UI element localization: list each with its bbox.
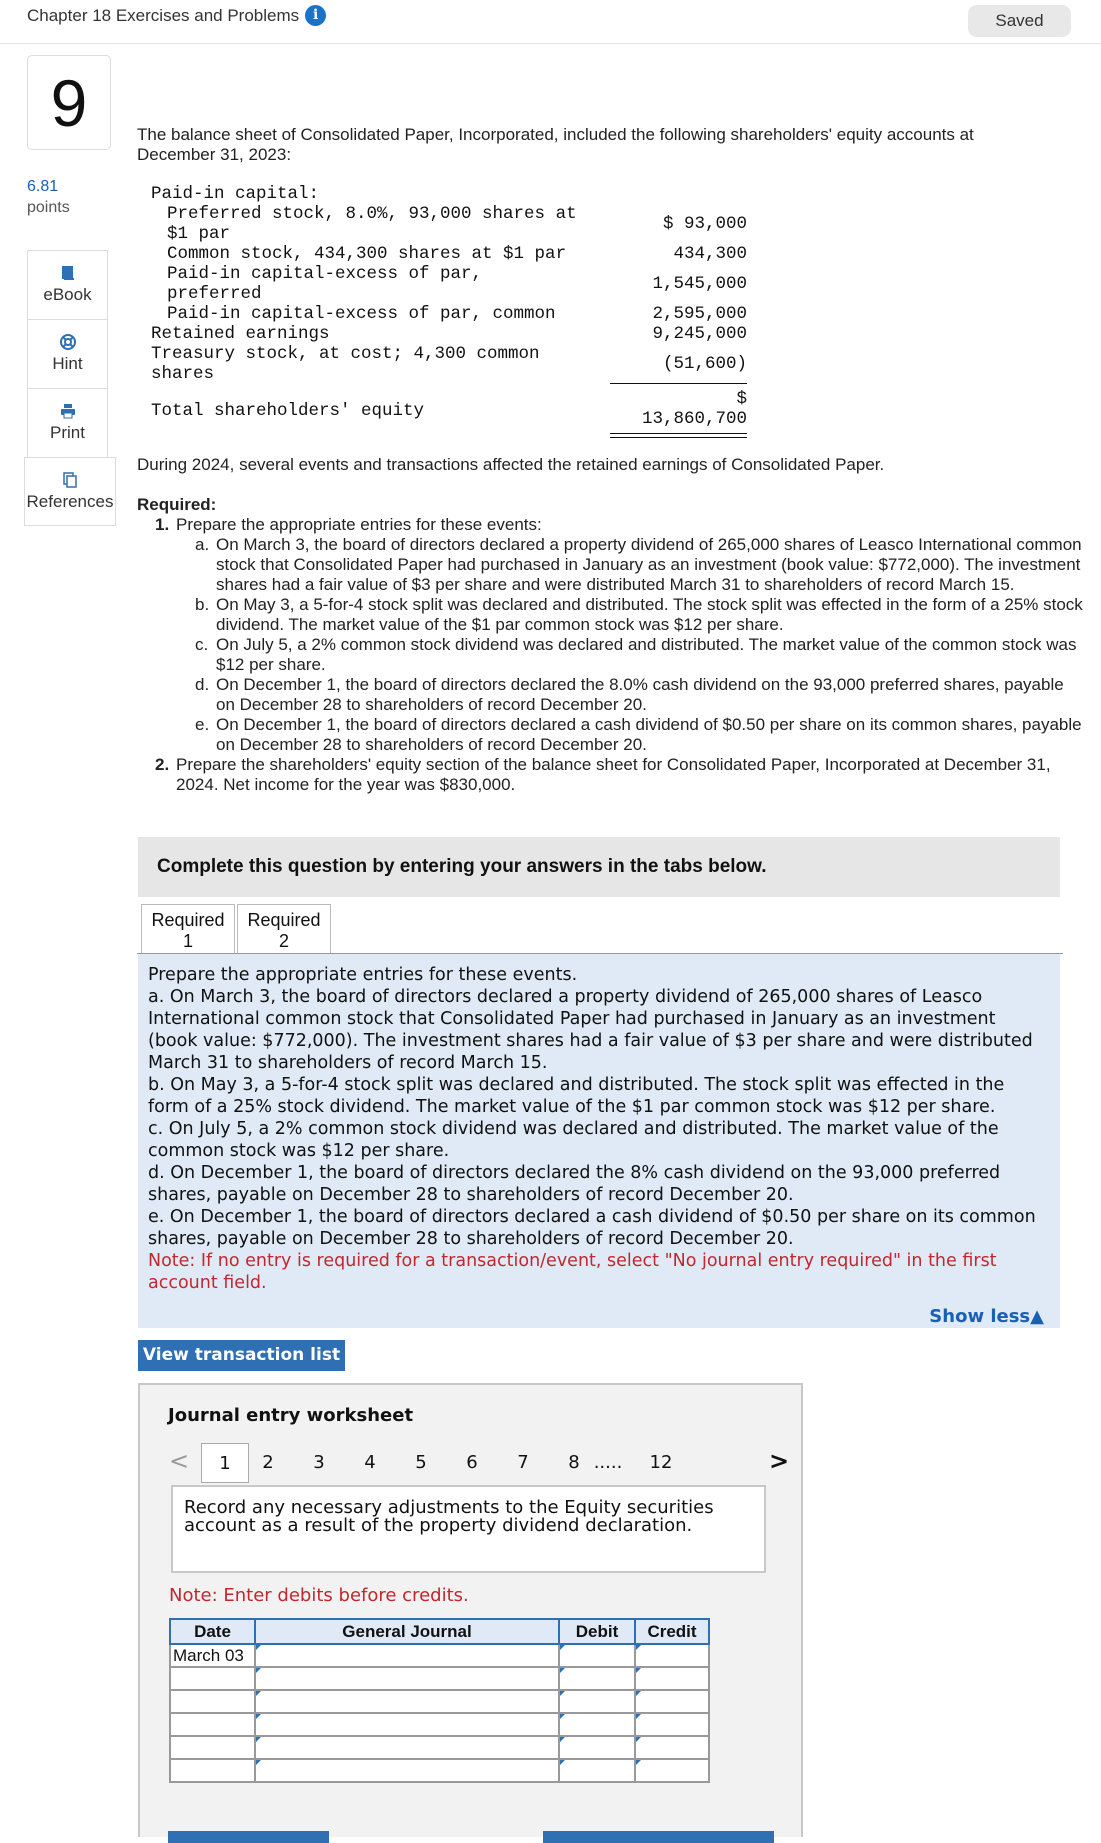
debit-field[interactable]: [559, 1736, 635, 1759]
required-item-2: [137, 755, 1087, 795]
page-12[interactable]: 12: [649, 1452, 673, 1473]
bs-total-label: Total shareholders' equity: [151, 401, 425, 421]
panel-event-b: b. On May 3, a 5-for-4 stock split was declared and distributed. The stock split was effected in the form of a 25% stock dividend. The market value of the $1 par common stock was $12 per share.: [148, 1075, 1005, 1117]
page-5[interactable]: 5: [415, 1452, 427, 1473]
tab-label-line1: Required: [151, 910, 225, 930]
printer-icon: [60, 403, 76, 419]
info-icon[interactable]: i: [305, 5, 326, 26]
account-field[interactable]: [255, 1713, 559, 1736]
tab-label-line1: Required: [247, 910, 321, 930]
bs-row-label: Paid-in capital-excess of par, common: [167, 304, 556, 324]
required-item-1: [137, 515, 1087, 535]
required-item-number: 2.: [155, 755, 170, 774]
saved-status: Saved: [968, 5, 1071, 37]
next-page-icon[interactable]: >: [769, 1447, 790, 1475]
worksheet-instruction: Record any necessary adjustments to the Equity securities account as a result of the property dividend declaration.: [171, 1485, 766, 1573]
page-3[interactable]: 3: [313, 1452, 325, 1473]
bs-row-label: Preferred stock, 8.0%, 93,000 shares at $1 par: [167, 204, 577, 244]
ebook-label: eBook: [43, 285, 92, 304]
debit-field[interactable]: [559, 1713, 635, 1736]
panel-note: Note: If no entry is required for a transaction/event, select "No journal entry required" in the first account field.: [148, 1251, 997, 1293]
journal-table: [169, 1618, 710, 1783]
col-credit: Credit: [635, 1619, 709, 1644]
credit-field[interactable]: [635, 1690, 709, 1713]
event-text: On December 1, the board of directors declared the 8.0% cash dividend on the 93,000 preferred shares, payable on December 28 to shareholders of record December 20.: [216, 675, 1064, 714]
panel-event-c: c. On July 5, a 2% common stock dividend was declared and distributed. The market value of the common stock was $12 per share.: [148, 1119, 999, 1161]
debit-field[interactable]: [559, 1759, 635, 1782]
bs-heading: Paid-in capital:: [151, 184, 320, 204]
panel-event-d: d. On December 1, the board of directors declared the 8% cash dividend on the 93,000 preferred shares, payable on December 28 to shareholders of record December 20.: [148, 1163, 1001, 1205]
required-heading: Required:: [137, 495, 217, 514]
worksheet-pager: [166, 1443, 796, 1483]
tab-required-1[interactable]: [141, 904, 235, 954]
bs-row-label: Paid-in capital-excess of par, preferred: [167, 264, 483, 304]
copy-icon: [62, 472, 78, 488]
account-field[interactable]: [255, 1759, 559, 1782]
credit-field[interactable]: [635, 1736, 709, 1759]
page-6[interactable]: 6: [466, 1452, 478, 1473]
page-1[interactable]: 1: [201, 1443, 249, 1483]
show-less-link[interactable]: Show less▲: [929, 1306, 1044, 1327]
page-ellipsis: .....: [593, 1452, 623, 1473]
references-label: References: [26, 491, 114, 511]
event-text: On March 3, the board of directors declared a property dividend of 265,000 shares of Leasco International common stock that Consolidated Paper had purchased in January as an investment (book value: $772,000). The investment shares had a fair value of $3 per share and were distributed March 31 to shareholders of record March 15.: [216, 535, 1082, 594]
debit-field[interactable]: [559, 1667, 635, 1690]
tab-panel: [138, 954, 1060, 1328]
account-field[interactable]: [255, 1667, 559, 1690]
page-7[interactable]: 7: [517, 1452, 529, 1473]
complete-banner: Complete this question by entering your answers in the tabs below.: [138, 837, 1060, 897]
account-field[interactable]: [255, 1736, 559, 1759]
chapter-title: [27, 5, 326, 26]
debit-field[interactable]: [559, 1644, 635, 1667]
account-field[interactable]: [255, 1690, 559, 1713]
table-row: [170, 1667, 709, 1690]
worksheet-title: Journal entry worksheet: [168, 1405, 414, 1426]
table-row: [170, 1690, 709, 1713]
credit-field[interactable]: [635, 1667, 709, 1690]
clear-entry-button[interactable]: [543, 1831, 774, 1843]
tab-label-line2: 2: [278, 931, 289, 951]
points-label: points: [27, 199, 70, 216]
intro-text: The balance sheet of Consolidated Paper, Incorporated, included the following shareholders' equity accounts at December 31, 2023:: [137, 125, 974, 164]
during-text: During 2024, several events and transactions affected the retained earnings of Consolidated Paper.: [137, 455, 885, 474]
journal-entry-worksheet: [138, 1383, 803, 1837]
ebook-button[interactable]: [27, 250, 108, 319]
event-letter: a.: [195, 535, 210, 554]
print-button[interactable]: [27, 388, 108, 457]
page-2[interactable]: 2: [262, 1452, 274, 1473]
date-cell[interactable]: [170, 1713, 255, 1736]
bs-row-label: Common stock, 434,300 shares at $1 par: [167, 244, 567, 264]
bs-row-amount: 1,545,000: [652, 274, 747, 294]
credit-field[interactable]: [635, 1759, 709, 1782]
required-tabs: [141, 904, 331, 954]
date-cell[interactable]: [170, 1759, 255, 1782]
table-row: [170, 1759, 709, 1782]
bs-row-amount: 9,245,000: [652, 324, 747, 344]
bs-total-amount: $ 13,860,700: [641, 389, 747, 429]
event-letter: c.: [195, 635, 209, 654]
required-item-text: Prepare the appropriate entries for these events:: [176, 515, 542, 534]
event-letter: e.: [195, 715, 210, 734]
total-rule-top: [610, 433, 747, 434]
subtotal-rule: [610, 383, 747, 384]
side-nav: [27, 250, 116, 526]
date-cell[interactable]: March 03: [170, 1644, 255, 1667]
event-item: [137, 535, 1087, 595]
event-letter: d.: [195, 675, 210, 694]
event-text: On May 3, a 5-for-4 stock split was declared and distributed. The stock split was effected in the form of a 25% stock dividend. The market value of the $1 par common stock was $12 per share.: [216, 595, 1083, 634]
book-icon: [60, 265, 76, 281]
top-bar: [0, 0, 1101, 44]
print-label: Print: [50, 423, 85, 442]
points-value: 6.81: [27, 178, 59, 195]
date-cell[interactable]: [170, 1690, 255, 1713]
panel-intro: Prepare the appropriate entries for these events.: [148, 965, 578, 985]
table-row: [170, 1736, 709, 1759]
event-item: [137, 675, 1087, 715]
event-item: [137, 635, 1087, 675]
credit-field[interactable]: [635, 1713, 709, 1736]
hint-button[interactable]: [27, 319, 108, 388]
table-row: [170, 1644, 709, 1667]
col-general-journal: General Journal: [255, 1619, 559, 1644]
page-8[interactable]: 8: [568, 1452, 580, 1473]
credit-field[interactable]: [635, 1644, 709, 1667]
event-item: [137, 595, 1087, 635]
prev-page-icon[interactable]: <: [169, 1447, 190, 1475]
table-row: [170, 1713, 709, 1736]
col-debit: Debit: [559, 1619, 635, 1644]
event-item: [137, 715, 1087, 755]
required-item-text: Prepare the shareholders' equity section of the balance sheet for Consolidated Paper, Incorporated at December 31, 2024. Net income for the year was $830,000.: [176, 755, 1051, 794]
bs-row-amount: (51,600): [662, 354, 747, 374]
bs-row-amount: 434,300: [673, 244, 747, 264]
lifebuoy-icon: [60, 334, 76, 350]
page-4[interactable]: 4: [364, 1452, 376, 1473]
debit-field[interactable]: [559, 1690, 635, 1713]
hint-label: Hint: [52, 354, 83, 373]
bs-row-amount: $ 93,000: [662, 214, 747, 234]
points: [27, 176, 70, 218]
worksheet-note: Note: Enter debits before credits.: [169, 1585, 469, 1606]
date-cell[interactable]: [170, 1667, 255, 1690]
date-cell[interactable]: [170, 1736, 255, 1759]
bs-row-label: Treasury stock, at cost; 4,300 common shares: [151, 344, 540, 384]
required-section: [137, 495, 1087, 795]
required-item-number: 1.: [155, 515, 170, 534]
panel-event-a: a. On March 3, the board of directors declared a property dividend of 265,000 shares of Leasco International common stock that Consolidated Paper had purchased in January as an investment (book value: $772,000). The investment shares had a fair value of $3 per share and were distributed March 31 to shareholders of record March 15.: [148, 987, 1033, 1073]
bs-row-label: Retained earnings: [151, 324, 330, 344]
chapter-title-text: Chapter 18 Exercises and Problems: [27, 5, 300, 25]
account-field[interactable]: [255, 1644, 559, 1667]
event-letter: b.: [195, 595, 210, 614]
view-transaction-list-button[interactable]: View transaction list: [138, 1340, 345, 1371]
record-entry-button[interactable]: [168, 1831, 329, 1843]
col-date: Date: [170, 1619, 255, 1644]
event-text: On July 5, a 2% common stock dividend was declared and distributed. The market value of the common stock was $12 per share.: [216, 635, 1077, 674]
question-number: 9: [27, 55, 111, 150]
tab-label-line2: 1: [182, 931, 193, 951]
bs-row-amount: 2,595,000: [652, 304, 747, 324]
panel-event-e: e. On December 1, the board of directors declared a cash dividend of $0.50 per share on its common shares, payable on December 28 to shareholders of record December 20.: [148, 1207, 1036, 1249]
tab-required-2[interactable]: [237, 904, 331, 954]
total-rule-bottom: [610, 437, 747, 438]
event-text: On December 1, the board of directors declared a cash dividend of $0.50 per share on its common shares, payable on December 28 to shareholders of record December 20.: [216, 715, 1082, 754]
references-button[interactable]: [24, 457, 116, 526]
